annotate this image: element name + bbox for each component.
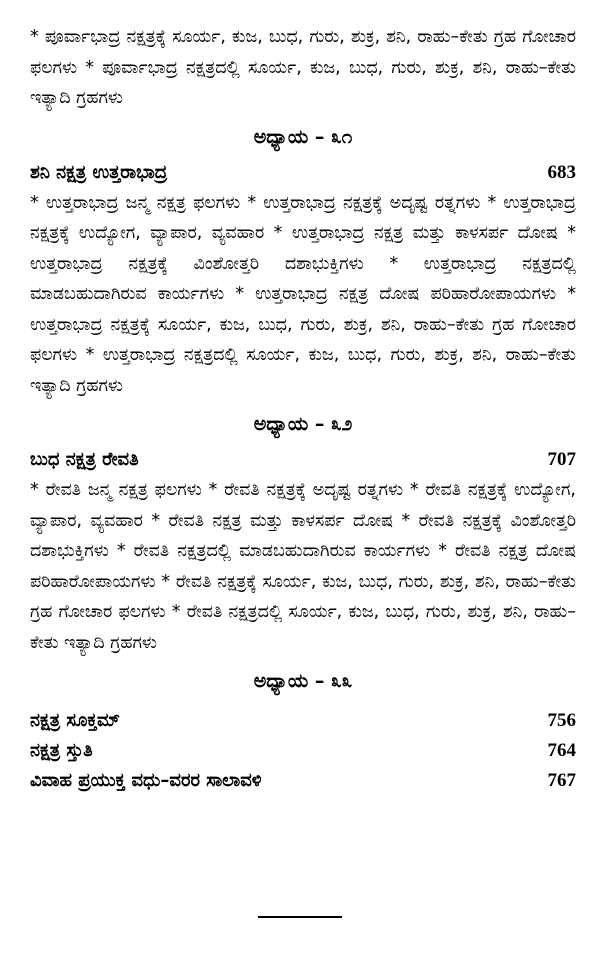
page-number: 764 (547, 740, 576, 761)
chapter-heading-31: ಅಧ್ಯಾಯ – ೩೧ (253, 125, 353, 148)
entry-title: ವಿವಾಹ ಪ್ರಯುಕ್ತ ವಧು–ವರರ ಸಾಲಾವಳಿ (30, 770, 262, 791)
entry-description: * ಉತ್ತರಾಭಾದ್ರ ಜನ್ಮ ನಕ್ಷತ್ರ ಫಲಗಳು * ಉತ್ತರಾಭಾದ್ರ ನಕ್ಷತ್ರಕ್ಕೆ ಅದೃಷ್ಟ ರತ್ನಗಳು * ಉತ್ತರಾಭಾದ್ರ ನಕ್ಷತ್ರಕ್ಕೆ ಉದ್ಯೋಗ, ವ್ಯಾಪಾರ, ವ್ಯವಹಾರ * ಉತ್ತರಾಭಾದ್ರ ನಕ್ಷತ್ರ ಮತ್ತು ಕಾಳಸರ್ಪ ದೋಷ * ಉತ್ತರಾಭಾದ್ರ ನಕ್ಷತ್ರಕ್ಕೆ ವಿಂಶೋತ್ತರಿ ದಶಾಭುಕ್ತಿಗಳು * ಉತ್ತರಾಭಾದ್ರ ನಕ್ಷತ್ರದಲ್ಲಿ ಮಾಡಬಹುದಾಗಿರುವ ಕಾರ್ಯಗಳು * ಉತ್ತರಾಭಾದ್ರ ನಕ್ಷತ್ರ ದೋಷ ಪರಿಹಾರೋಪಾಯಗಳು * ಉತ್ತರಾಭಾದ್ರ ನಕ್ಷತ್ರಕ್ಕೆ ಸೂರ್ಯ, ಕುಜ, ಬುಧ, ಗುರು, ಶುಕ್ರ, ಶನಿ, ರಾಹು–ಕೇತು ಗ್ರಹ ಗೋಚಾರ ಫಲಗಳು * ಉತ್ತರಾಭಾದ್ರ ನಕ್ಷತ್ರದಲ್ಲಿ ಸೂರ್ಯ, ಕುಜ, ಬುಧ, ಗುರು, ಶುಕ್ರ, ಶನಿ, ರಾಹು–ಕೇತು ಇತ್ಯಾದಿ ಗ್ರಹಗಳು (30, 192, 576, 396)
chapter-heading-32: ಅಧ್ಯಾಯ – ೩೨ (253, 413, 353, 435)
contents-page (30, 22, 576, 796)
end-divider (258, 916, 342, 918)
toc-entry (30, 766, 576, 796)
entry-title: ಬುಧ ನಕ್ಷತ್ರ ರೇವತಿ (30, 449, 139, 470)
toc-entry (30, 736, 576, 766)
page-number: 767 (547, 770, 576, 791)
entry-title: ಶನಿ ನಕ್ಷತ್ರ ಉತ್ತರಾಭಾದ್ರ (30, 161, 168, 183)
page-number: 683 (547, 161, 576, 183)
toc-entry (30, 445, 576, 475)
page-number: 756 (547, 710, 576, 731)
entry-title: ನಕ್ಷತ್ರ ಸ್ತುತಿ (30, 740, 93, 761)
intro-paragraph: * ಪೂರ್ವಾಭಾದ್ರ ನಕ್ಷತ್ರಕ್ಕೆ ಸೂರ್ಯ, ಕುಜ, ಬುಧ, ಗುರು, ಶುಕ್ರ, ಶನಿ, ರಾಹು–ಕೇತು ಗ್ರಹ ಗೋಚಾರ ಫಲಗಳು * ಪೂರ್ವಾಭಾದ್ರ ನಕ್ಷತ್ರದಲ್ಲಿ ಸೂರ್ಯ, ಕುಜ, ಬುಧ, ಗುರು, ಶುಕ್ರ, ಶನಿ, ರಾಹು–ಕೇತು ಇತ್ಯಾದಿ ಗ್ರಹಗಳು (30, 27, 576, 108)
toc-entry (30, 158, 576, 188)
toc-entry (30, 706, 576, 736)
page-number: 707 (547, 449, 576, 470)
entry-title: ನಕ್ಷತ್ರ ಸೂಕ್ತಮ್ (30, 710, 120, 731)
entry-description: * ರೇವತಿ ಜನ್ಮ ನಕ್ಷತ್ರ ಫಲಗಳು * ರೇವತಿ ನಕ್ಷತ್ರಕ್ಕೆ ಅದೃಷ್ಟ ರತ್ನಗಳು * ರೇವತಿ ನಕ್ಷತ್ರಕ್ಕೆ ಉದ್ಯೋಗ, ವ್ಯಾಪಾರ, ವ್ಯವಹಾರ * ರೇವತಿ ನಕ್ಷತ್ರ ಮತ್ತು ಕಾಳಸರ್ಪ ದೋಷ * ರೇವತಿ ನಕ್ಷತ್ರಕ್ಕೆ ವಿಂಶೋತ್ತರಿ ದಶಾಭುಕ್ತಿಗಳು * ರೇವತಿ ನಕ್ಷತ್ರದಲ್ಲಿ ಮಾಡಬಹುದಾಗಿರುವ ಕಾರ್ಯಗಳು * ರೇವತಿ ನಕ್ಷತ್ರ ದೋಷ ಪರಿಹಾರೋಪಾಯಗಳು * ರೇವತಿ ನಕ್ಷತ್ರಕ್ಕೆ ಸೂರ್ಯ, ಕುಜ, ಬುಧ, ಗುರು, ಶುಕ್ರ, ಶನಿ, ರಾಹು–ಕೇತು ಗ್ರಹ ಗೋಚಾರ ಫಲಗಳು * ರೇವತಿ ನಕ್ಷತ್ರದಲ್ಲಿ ಸೂರ್ಯ, ಕುಜ, ಬುಧ, ಗುರು, ಶುಕ್ರ, ಶನಿ, ರಾಹು–ಕೇತು ಇತ್ಯಾದಿ ಗ್ರಹಗಳು (30, 480, 576, 653)
chapter-heading-33: ಅಧ್ಯಾಯ – ೩೩ (253, 670, 353, 692)
